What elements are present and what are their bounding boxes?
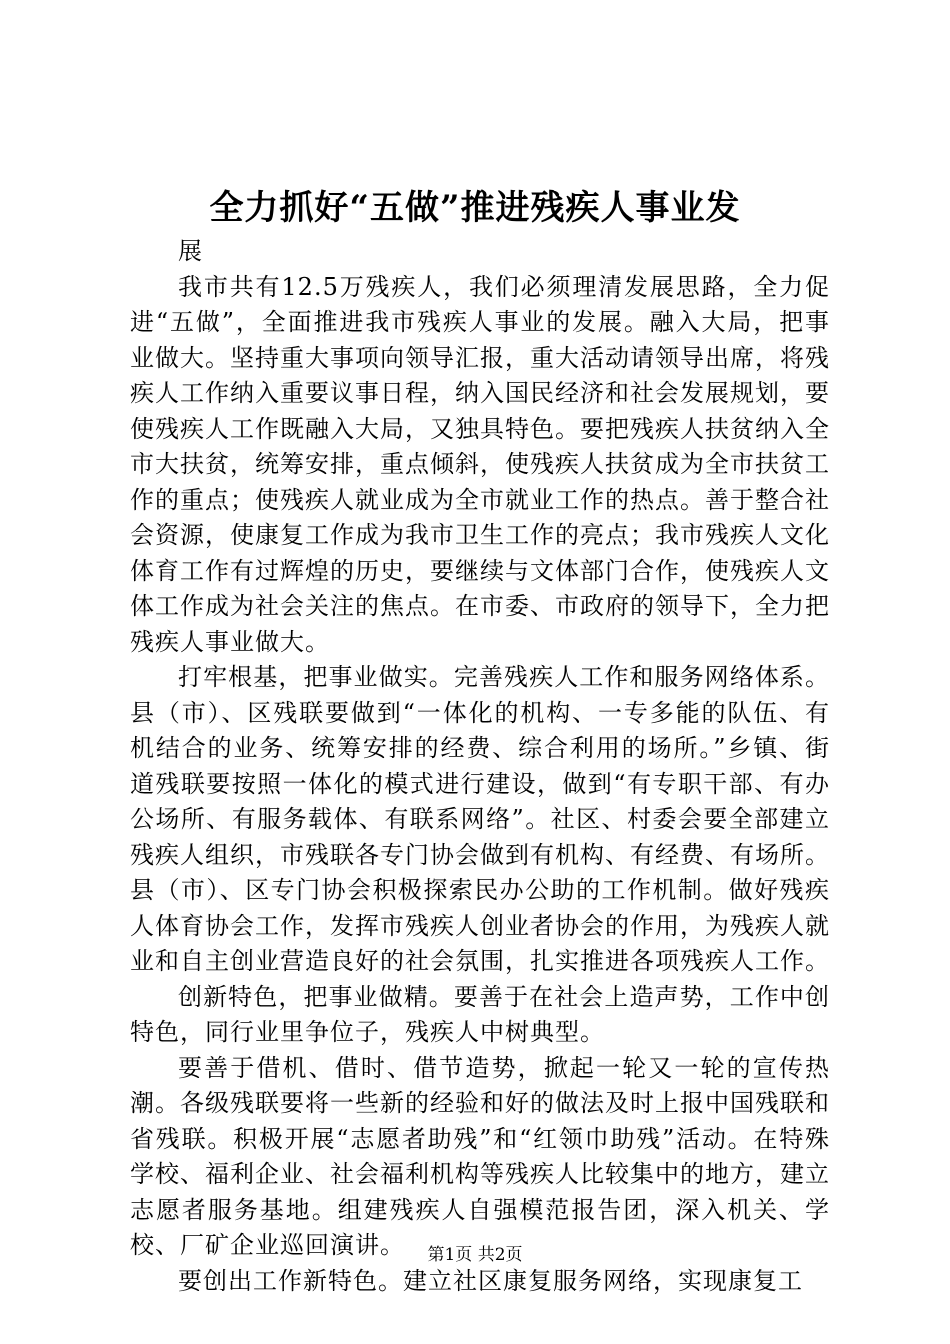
paragraph: 要善于借机、借时、借节造势，掀起一轮又一轮的宣传热潮。各级残联要将一些新的经验和好的做法及时上报中国残联和省残联。积极开展“志愿者助残”和“红领巾助残”活动。在特殊学校、福利企业、社会福利机构等残疾人比较集中的地方，建立志愿者服务基地。组建残疾人自强模范报告团，深入机关、学校、厂矿企业巡回演讲。 bbox=[130, 1053, 830, 1259]
document-body bbox=[130, 234, 830, 1299]
paragraph: 创新特色，把事业做精。要善于在社会上造声势，工作中创特色，同行业里争位子，残疾人中树典型。 bbox=[130, 982, 830, 1046]
paragraph: 打牢根基，把事业做实。完善残疾人工作和服务网络体系。县（市）、区残联要做到“一体化的机构、一专多能的队伍、有机结合的业务、统筹安排的经费、综合利用的场所。”乡镇、街道残联要按照一体化的模式进行建设，做到“有专职干部、有办公场所、有服务载体、有联系网络”。社区、村委会要全部建立残疾人组织，市残联各专门协会做到有机构、有经费、有场所。县（市）、区专门协会积极探索民办公助的工作机制。做好残疾人体育协会工作，发挥市残疾人创业者协会的作用，为残疾人就业和自主创业营造良好的社会氛围，扎实推进各项残疾人工作。 bbox=[130, 663, 830, 975]
paragraph-title-continuation: 展 bbox=[178, 237, 203, 265]
document-title: 全力抓好“五做”推进残疾人事业发 bbox=[209, 188, 741, 228]
page-number-footer: 第1页 共2页 bbox=[427, 1245, 523, 1265]
paragraph: 我市共有12.5万残疾人，我们必须理清发展思路，全力促进“五做”，全面推进我市残疾人事业的发展。融入大局，把事业做大。坚持重大事项向领导汇报，重大活动请领导出席，将残疾人工作纳入重要议事日程，纳入国民经济和社会发展规划，要使残疾人工作既融入大局，又独具特色。要把残疾人扶贫纳入全市大扶贫，统筹安排，重点倾斜，使残疾人扶贫成为全市扶贫工作的重点；使残疾人就业成为全市就业工作的热点。善于整合社会资源，使康复工作成为我市卫生工作的亮点；我市残疾人文化体育工作有过辉煌的历史，要继续与文体部门合作，使残疾人文体工作成为社会关注的焦点。在市委、市政府的领导下，全力把残疾人事业做大。 bbox=[130, 272, 830, 656]
paragraph: 要创出工作新特色。建立社区康复服务网络，实现康复工 bbox=[178, 1266, 803, 1295]
